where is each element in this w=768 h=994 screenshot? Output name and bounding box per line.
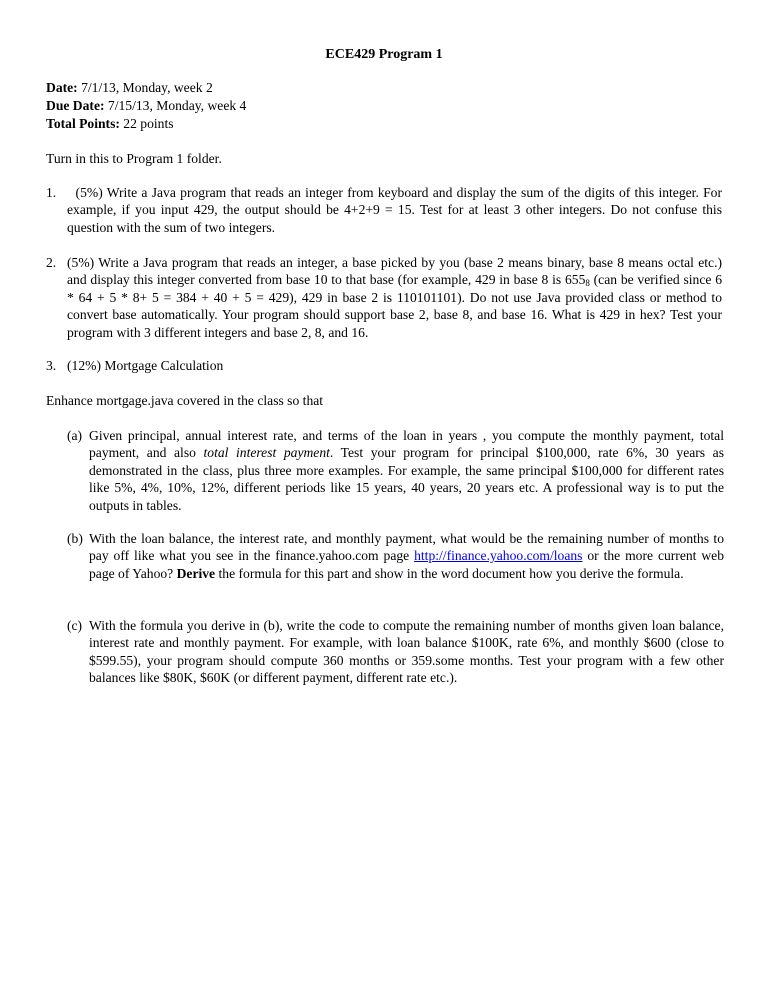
part-c: [67, 617, 724, 687]
part-a-text: [89, 427, 724, 514]
part-a-label: (a): [67, 428, 83, 443]
part-c-text: With the formula you derive in (b), write the code to compute the remaining number of months given loan balance, interest rate and monthly payment. For example, with loan balance $100K, rate 6%, and monthly $600 (close to $599.55), your program should compute 360 months or 359.some months. Test your program with a few other balances like $80K, $60K (or different payment, different rate etc.).: [89, 618, 724, 686]
question-2-body-b: (can be verified since 6 * 64 + 5 * 8+ 5 = 384 + 40 + 5 = 429), 429 in base 2 is 110101101). Do not use Java provided class or method to convert base automatically. Your program should support base 2, base 8, and base 16. What is 429 in hex? Test your program with 3 different integers and base 2, 8, and 16.: [67, 272, 722, 340]
question-2-number: 2.: [46, 255, 57, 270]
turn-in-instruction: Turn in this to Program 1 folder.: [46, 151, 222, 166]
question-3: [46, 357, 722, 374]
due-date-line: [46, 97, 246, 114]
question-1-number: 1.: [46, 185, 57, 200]
part-a-italic: total interest payment: [203, 445, 330, 461]
document-title: ECE429 Program 1: [325, 47, 443, 62]
part-b-label: (b): [67, 531, 83, 546]
question-1-text: [67, 184, 722, 236]
question-3-number: 3.: [46, 358, 57, 373]
date-value: 7/1/13, Monday, week 2: [77, 80, 213, 95]
part-a-body-1: Given principal, annual interest rate, and terms of the loan in years , you compute the monthly payment, total payment, and also: [89, 428, 724, 461]
total-points-label: Total Points:: [46, 116, 120, 131]
part-c-label: (c): [67, 618, 83, 633]
part-a-body-2: . Test your program for principal $100,000, rate 6%, 30 years as demonstrated in the class, plus three more examples. For example, the same principal $100,000 for different rates like 5%, 4%, 10%, 12%, different periods like 15 years, 40 years, 20 years etc. A professional way is to put the outputs in tables.: [89, 445, 724, 513]
part-b-body-2: or the more current web page of Yahoo?: [89, 548, 724, 581]
question-2-text: [67, 254, 722, 341]
due-date-value: 7/15/13, Monday, week 4: [104, 98, 247, 113]
enhance-instruction: Enhance mortgage.java covered in the class so that: [46, 393, 324, 408]
part-b: [67, 530, 724, 582]
part-b-text: [89, 530, 724, 582]
question-3-text: (12%) Mortgage Calculation: [67, 358, 224, 373]
part-b-body-1: With the loan balance, the interest rate, and monthly payment, what would be the remaining number of months to pay off like what you see in the finance.yahoo.com page: [89, 531, 724, 564]
question-2: [46, 254, 722, 341]
due-date-label: Due Date:: [46, 98, 105, 113]
part-b-derive: Derive: [176, 565, 216, 581]
total-points-value: 22 points: [119, 116, 174, 131]
date-label: Date:: [46, 80, 78, 95]
part-a: [67, 427, 724, 514]
base-subscript: 8: [585, 278, 590, 289]
question-1: [46, 184, 722, 236]
question-2-body-a: (5%) Write a Java program that reads an integer, a base picked by you (base 2 means binary, base 8 means octal etc.) and display this integer converted from base 10 to that base (for example, 429 in base 8 is 655: [67, 255, 722, 288]
yahoo-loans-link[interactable]: http://finance.yahoo.com/loans: [414, 548, 583, 564]
part-b-body-3: the formula for this part and show in the word document how you derive the formula.: [215, 565, 684, 581]
date-line: [46, 79, 213, 96]
question-1-body: (5%) Write a Java program that reads an integer from keyboard and display the sum of the digits of this integer. For example, if you input 429, the output should be 4+2+9 = 15. Test for at least 3 other integers. Do not confuse this question with the sum of two integers.: [67, 185, 722, 235]
total-points-line: [46, 115, 174, 132]
